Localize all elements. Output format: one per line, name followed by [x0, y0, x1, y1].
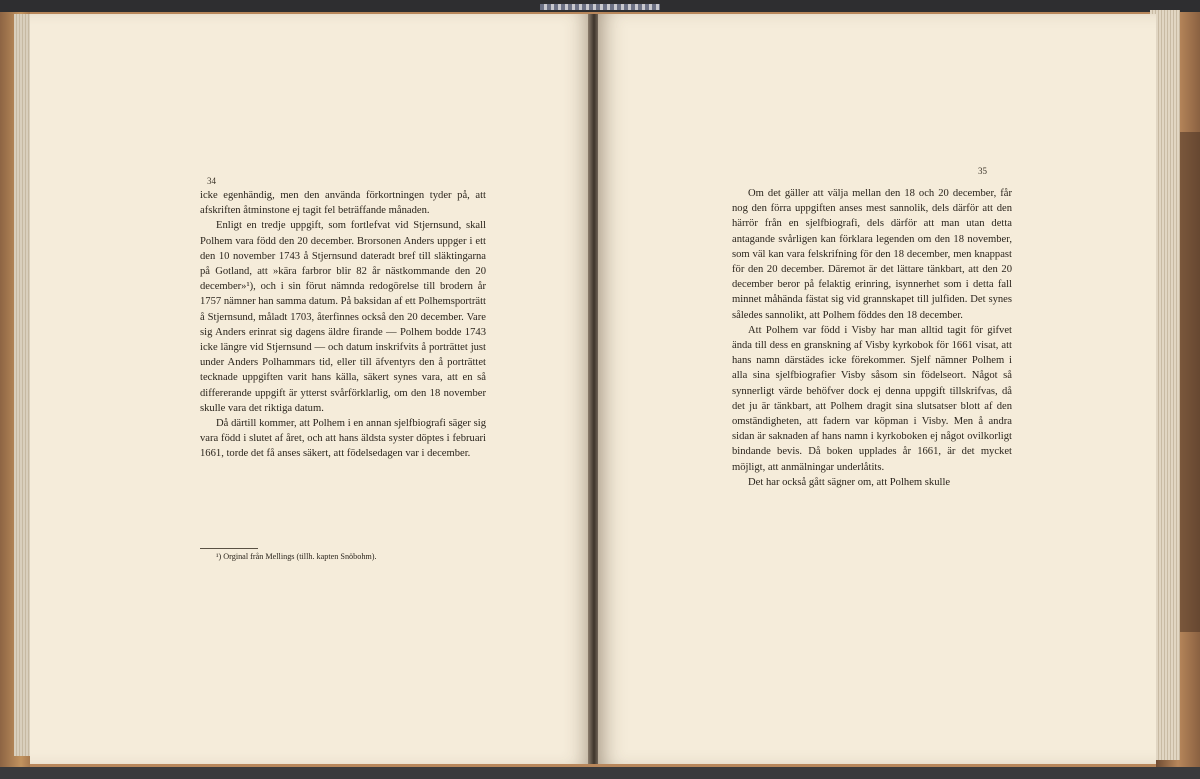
paragraph: Att Polhem var född i Visby har man alltid tagit för gifvet ända till dess en granskning af Visby kyrkobok för 1661 visat, att hans namn därstädes icke förekommer. Sjelf nämner Polhem i alla sina sjelfbiografier Visby såsom sin födelseort. Något så synnerligt värde behöfver dock ej denna uppgift tillskrifvas, då det ju är tänkbart, att Polhem dragit sina slutsatser blott af den omständigheten, att fadern var köpman i Visby. Men å andra sidan är saknaden af hans namn i kyrkoboken ej något ovilkorligt bindande bevis. Då boken upplades år 1661, är det mycket möjligt, att anmälningar underlåtits. — [732, 324, 1012, 473]
paragraph: Då därtill kommer, att Polhem i en annan sjelfbiografi säger sig vara född i slutet af året, och att hans äldsta syster döptes i februari 1661, torde det få anses säkert, att födelsedagen var i december. — [200, 418, 486, 460]
body-text — [732, 186, 1012, 490]
scanner-bottom-bar — [0, 767, 1200, 779]
paragraph: Enligt en tredje uppgift, som fortlefvat vid Stjernsund, skall Polhem vara född den 20 december. Brorsonen Anders uppger i ett den 10 november 1743 å Stjernsund dateradt bref till släktingarna på Gotland, att »kära farbror blir 82 år nästkommande den 20 december»¹), och i sin förut nämnda redogörelse till brodern år 1757 nämner han samma datum. På baksidan af ett Polhemsporträtt å Stjernsund, måladt 1703, återfinnes också den 20 december. Vare sig Anders erinrat sig dagens äldre firande — Polhem bodde 1743 icke längre vid Stjernsund — och datum inskrifvits å porträttet just under Anders Polhammars tid, eller till äfventyrs den å porträttet tecknade uppgiften varit hans källa, säkert synes vara, att en så differerande uppgift är ytterst svårförklarlig, om den 18 november skulle vara det riktiga datum. — [200, 220, 486, 414]
paragraph: icke egenhändig, men den använda förkortningen tyder på, att afskriften åtminstone ej tagit fel beträffande månaden. — [200, 190, 486, 217]
right-page — [598, 14, 1156, 764]
page-number: 35 — [978, 166, 987, 176]
footnote: ¹) Orginal från Mellings (tillh. kapten Snöbohm). — [216, 552, 377, 561]
body-text — [200, 188, 486, 462]
paragraph: Det har också gått sägner om, att Polhem skulle — [748, 476, 951, 488]
page-number: 34 — [207, 176, 216, 186]
left-page — [30, 14, 592, 764]
paragraph: Om det gäller att välja mellan den 18 och 20 december, får nog den förra uppgiften anses mest sannolik, dels därför att den härrör från en sjelfbiografi, dels därför att man utan detta antagande svårligen kan förklara legenden om den 18 november, som väl kan vara felskrifning för den 18 december, men knappast för den 20 december. Däremot är det lättare tänkbart, att den 20 december beror på felaktig erinring, isynnerhet som i detta fall minnet måhända fästat sig vid grannskapet till julfiden. Det synes således sannolikt, att Polhem föddes den 18 december. — [732, 188, 1012, 321]
color-calibration-strip — [540, 4, 660, 10]
footnote-rule — [200, 548, 258, 549]
